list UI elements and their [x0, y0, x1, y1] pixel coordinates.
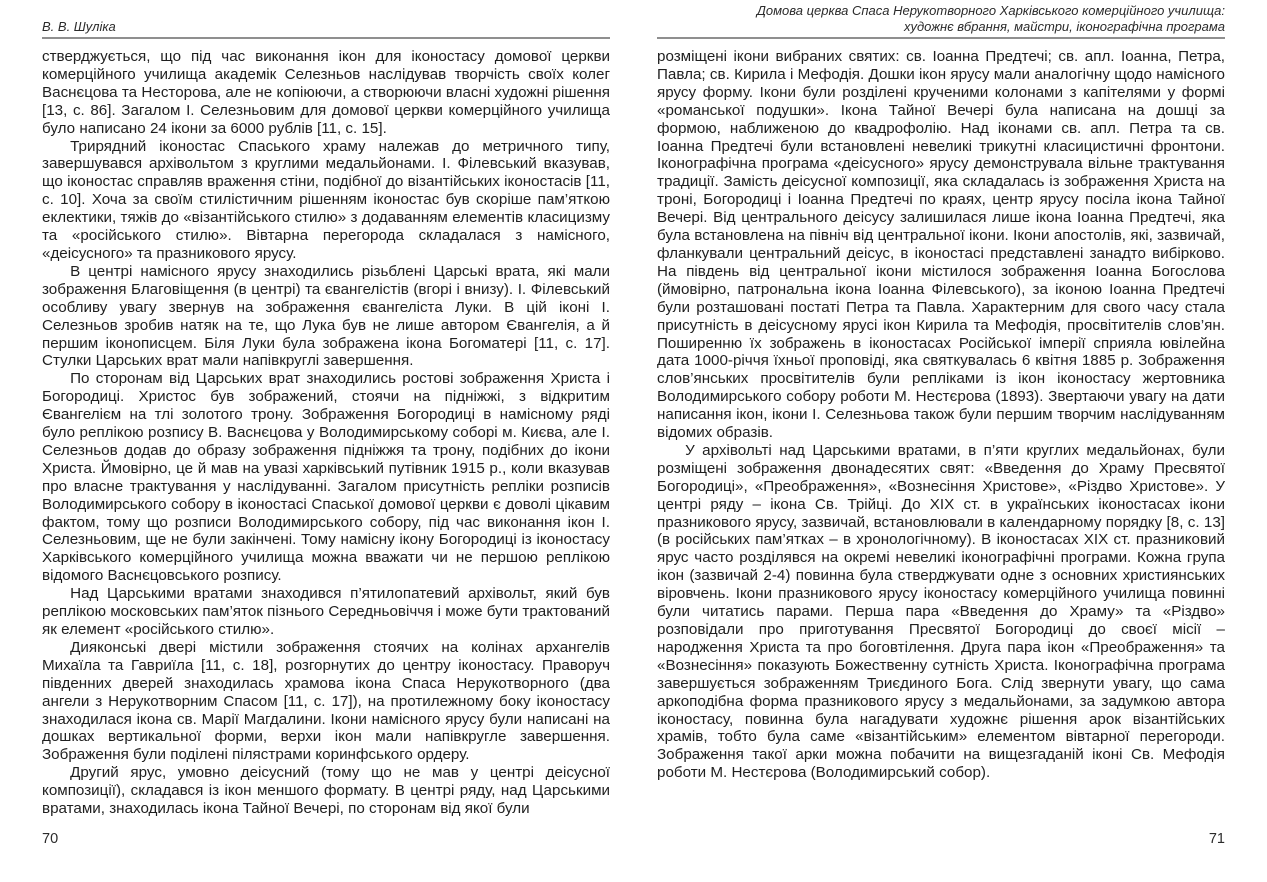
right-page	[657, 0, 1225, 882]
running-head-author-label: В. В. Шуліка	[42, 18, 116, 34]
right-page-body	[657, 48, 1225, 824]
body-paragraph: Другий ярус, умовно деісусний (тому що не мав у центрі деісусної композиції), складався із ікон меншого формату. В центрі ряду, над Царськими вратами, знаходилась ікона Тайної Вечері, по сторонам від якої були	[42, 764, 610, 818]
running-head-author	[42, 0, 610, 39]
body-paragraph: В центрі намісного ярусу знаходились різьблені Царські врата, які мали зображення Благовіщення (в центрі) та євангелістів (вгорі і внизу). І. Філевський особливу увагу звернув на зображення євангеліста Луки. В цій іконі І. Селезньов зробив натяк на те, що Лука був не лише автором Євангелія, а й першим іконописцем. Біля Луки була зображена ікона Богоматері [11, с. 17]. Стулки Царських врат мали напівкруглі завершення.	[42, 262, 610, 370]
body-paragraph: стверджується, що під час виконання ікон для іконостасу домової церкви комерційного училища академік Селезньов наслідував творчість своїх колег Васнєцова та Несторова, але не копіюючи, а створюючи власні художні рішення [13, с. 86]. Загалом І. Селезньовим для домової церкви комерційного училища було написано 24 ікони за 6000 рублів [11, с. 15].	[42, 48, 610, 137]
page-number-left: 70	[42, 831, 59, 847]
running-head-title	[657, 0, 1225, 39]
body-paragraph: По сторонам від Царських врат знаходились ростові зображення Христа і Богородиці. Христос був зображений, стоячи на підніжжі, з відкритим Євангелієм на тлі золотого трону. Зображення Богородиці в намісному ряді було реплікою розпису В. Васнєцова у Володимирському соборі м. Києва, але І. Селезньов додав до образу зображення підніжжя та трону, подібних до ікони Христа. Ймовірно, це й мав на увазі харківський путівник 1915 р., коли вказував про власне трактування у наслідуванні. Загалом присутність репліки розписів Володимирського собору в іконостасі Спаської домової церкви є доволі цікавим фактом, тому що розписи Володимирського собору, під час виконання ікон І. Селезньовим, ще не були закінчені. Тому намісну ікону Богородиці із іконостасу Харківського комерційного училища можна вважати чи не першою реплікою відомого Васнєцовського розпису.	[42, 370, 610, 585]
body-paragraph: розміщені ікони вибраних святих: св. Іоанна Предтечі; св. апл. Іоанна, Петра, Павла; св. Кирила і Мефодія. Дошки ікон ярусу мали аналогічну щодо намісного ярусу форму. Ікони були розділені крученими колонами з капітелями у формі «романської подушки». Ікона Тайної Вечері була написана на дошці за формою, наближеною до квадрофолію. Над іконами св. апл. Петра та св. Іоанна Предтечі були встановлені невеликі трикутні класицистичні фронтони. Іконографічна програма «деісусного» ярусу демонструвала вільне трактування традиції. Замість деісусної композиції, яка складалась із зображення Христа на троні, Богородиці і Іоанна Предтечі по краях, центр ярусу посіла ікона Тайної Вечері. Від центрального деісусу залишилася лише ікона Іоанна Предтечі, яка була встановлена на північ від центральної ікони. Ікони апостолів, які, зазвичай, фланкували центральний деісус, в іконостасі представлені занадто вибірково. На південь від центральної ікони містилося зображення Іоанна Богослова (ймовірно, патрональна ікона Іоанна Філевського), за іконою Іоанна Предтечі були розташовані постаті Петра та Павла. Характерним для свого часу стала присутність в деісусному ярусі ікон Кирила та Мефодія, просвітителів слов’ян. Поширенню їх зображень в іконостасах Російської імперії сприяла ювілейна дата 1000-річчя їхньої проповіді, яка святкувалась 6 квітня 1885 р. Зображення слов’янських просвітителів були репліками із ікон іконостасу жертовника Володимирського собору роботи М. Нестєрова (1893). Звертаючи увагу на дати написання ікон, ікони І. Селезньова також були першим творчим наслідуванням відомих образів.	[657, 48, 1225, 442]
body-paragraph: У архівольті над Царськими вратами, в п’яти круглих медальйонах, були розміщені зображення двонадесятих свят: «Введення до Храму Пресвятої Богородиці», «Преображення», «Вознесіння Христове», «Різдво Христове». У центрі ряду – ікона Св. Трійці. До XIX ст. в українських іконостасах ікони празникового ярусу, зазвичай, встановлювали в календарному порядку [8, с. 13] (в російських пам’ятках – в хронологічному). В іконостасах XIX ст. празниковий ярус часто розділявся на окремі невеликі іконографічні програми. Кожна група ікон (зазвичай 2-4) повинна була стверджувати одне з основних християнських віровчень. Ікони празникового ярусу іконостасу комерційного училища повинні були читатись парами. Перша пара «Введення до Храму» та «Різдво» розповідали про приготування Пресвятої Богородиці до своєї місії – народження Христа та про боговтілення. Друга пара ікон «Преображення» та «Вознесіння» показують Божественну сутність Христа. Іконографічна програма завершується зображенням Триєдиного Бога. Слід звернути увагу, що сама аркоподібна форма празникового ярусу з медальйонами, за задумкою автора іконостасу, повинна була нагадувати художнє рішення арок візантійських храмів, тобто була саме «візантійським» елементом вівтарної перегороди. Зображення такої арки можна побачити на вищезгаданій іконі Св. Мефодія роботи М. Нестєрова (Володимирський собор).	[657, 441, 1225, 782]
body-paragraph: Трирядний іконостас Спаського храму належав до метричного типу, завершувався архівольтом з круглими медальйонами. І. Філевський вказував, що іконостас справляв враження стіни, подібної до візантійських іконостасів [11, с. 10]. Хоча за своїм стилістичним рішенням іконостас був скоріше пам’яткою еклектики, тяжів до «візантійського стилю» з додаванням елементів класицизму та «російського стилю». Вівтарна перегорода складалася з намісного, «деісусного» та празникового ярусу.	[42, 137, 610, 262]
left-page-body	[42, 48, 610, 824]
left-page	[42, 0, 610, 882]
running-head-title-line2: художнє вбрання, майстри, іконографічна програма	[903, 18, 1225, 34]
body-paragraph: Дияконські двері містили зображення стоячих на колінах архангелів Михаїла та Гавриїла [11, с. 18], розгорнутих до центру іконостасу. Праворуч південних дверей знаходилась храмова ікона Спаса Нерукотворного (два ангели з Нерукотворним Спасом [11, с. 17]), на протилежному боку іконостасу знаходилася ікона св. Марії Магдалини. Ікони намісного ярусу були написані на дошках вертикальної форми, верхи ікон мали напівкругле завершення. Зображення були поділені пілястрами коринфського ордеру.	[42, 638, 610, 764]
page-number-right: 71	[1208, 831, 1225, 847]
body-paragraph: Над Царськими вратами знаходився п’ятилопатевий архівольт, який був реплікою московських пам’яток пізнього Середньовіччя і може бути трактований як елемент «російського стилю».	[42, 585, 610, 638]
running-head-title-line1: Домова церква Спаса Нерукотворного Харківського комерційного училища:	[756, 3, 1225, 18]
running-head-title-label	[757, 3, 1225, 34]
